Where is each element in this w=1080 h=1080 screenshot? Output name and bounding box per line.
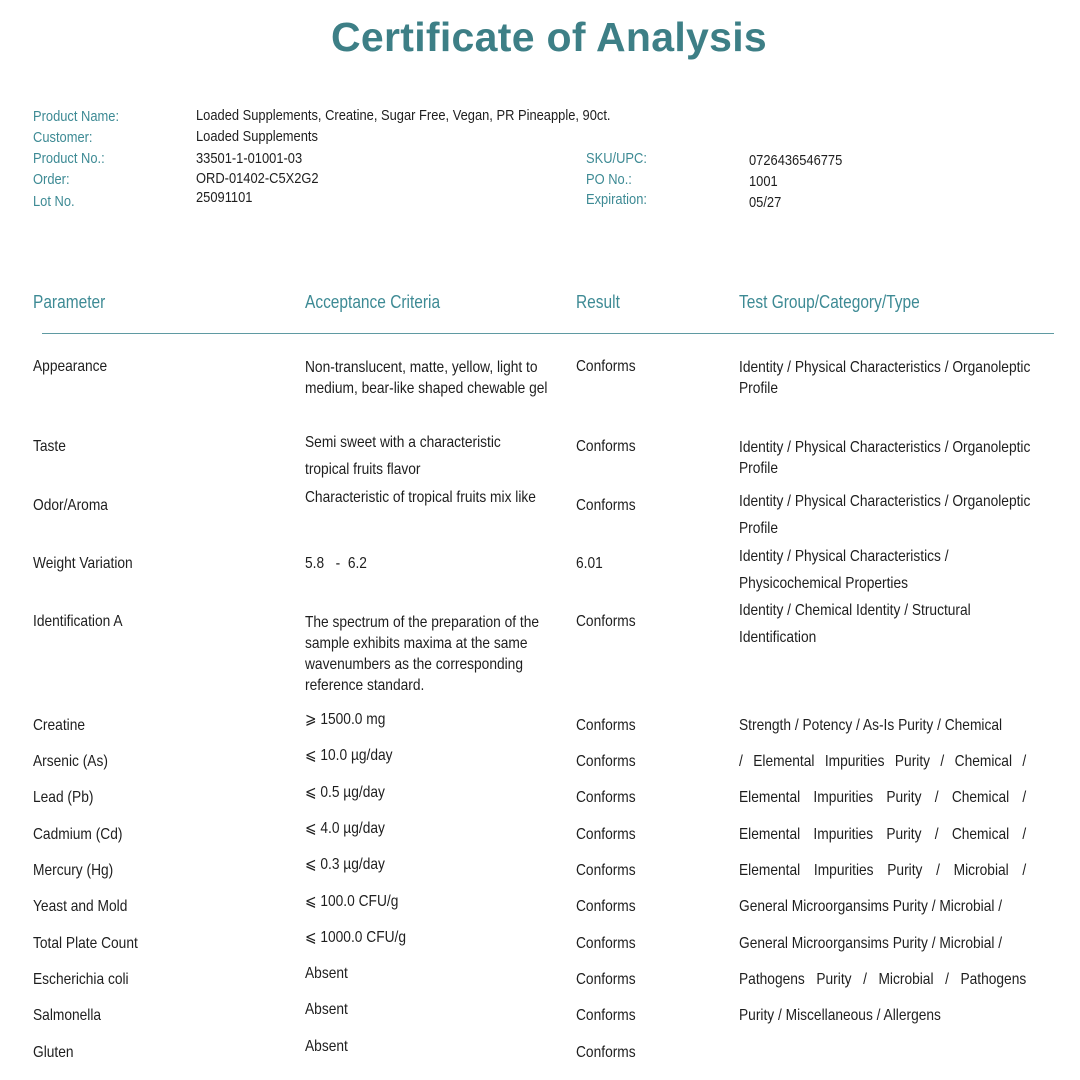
column-header-result: Result [576,292,620,312]
result-cell: Conforms [576,862,636,879]
category-cell: Identity / Physical Characteristics / Organoleptic Profile [739,493,1031,537]
lot-no-value: 25091101 [196,189,253,206]
criteria-cell: Non-translucent, matte, yellow, light to medium, bear-like shaped chewable gel [305,359,548,397]
criteria-cell: Characteristic of tropical fruits mix like [305,489,536,506]
parameter-cell: Lead (Pb) [33,789,94,806]
parameter-cell: Taste [33,438,66,455]
parameter-cell: Escherichia coli [33,971,129,988]
customer-value: Loaded Supplements [196,128,318,145]
category-cell: General Microorgansims Purity / Microbial / [739,898,1003,915]
result-cell: Conforms [576,1044,636,1061]
criteria-cell: Absent [305,1001,348,1018]
category-cell: Pathogens Purity / Microbial / Pathogens [739,971,1027,988]
result-cell: Conforms [576,613,636,630]
category-cell: General Microorgansims Purity / Microbial / [739,935,1003,952]
po-no-value: 1001 [749,173,778,190]
po-no-label: PO No.: [586,171,632,188]
result-cell: 6.01 [576,555,603,572]
parameter-cell: Appearance [33,358,108,375]
parameter-cell: Odor/Aroma [33,497,108,514]
product-name-value: Loaded Supplements, Creatine, Sugar Free, Vegan, PR Pineapple, 90ct. [196,107,611,124]
category-cell: Elemental Impurities Purity / Chemical / [739,826,1027,843]
criteria-cell: Absent [305,1038,348,1055]
result-cell: Conforms [576,971,636,988]
column-header-acceptance-criteria: Acceptance Criteria [305,292,441,312]
category-cell: Elemental Impurities Purity / Microbial / [739,862,1027,879]
lot-no-label: Lot No. [33,193,75,210]
criteria-cell: The spectrum of the preparation of the sample exhibits maxima at the same wavenumbers as the corresponding reference standard. [305,614,540,694]
parameter-cell: Arsenic (As) [33,753,108,770]
customer-label: Customer: [33,129,93,146]
parameter-cell: Gluten [33,1044,74,1061]
order-value: ORD-01402-C5X2G2 [196,170,319,187]
result-cell: Conforms [576,753,636,770]
column-header-test-group: Test Group/Category/Type [739,292,920,312]
criteria-cell: ⩾ 1500.0 mg [305,711,386,728]
criteria-cell: Absent [305,965,348,982]
criteria-cell: ⩽ 0.5 µg/day [305,784,385,801]
parameter-cell: Identification A [33,613,123,630]
order-label: Order: [33,171,70,188]
expiration-value: 05/27 [749,194,782,211]
parameter-cell: Cadmium (Cd) [33,826,123,843]
result-cell: Conforms [576,898,636,915]
result-cell: Conforms [576,438,636,455]
column-header-parameter: Parameter [33,292,106,312]
category-cell: Identity / Physical Characteristics / Organoleptic Profile [739,439,1031,477]
sku-upc-label: SKU/UPC: [586,150,647,167]
criteria-cell: ⩽ 1000.0 CFU/g [305,929,407,946]
parameter-cell: Salmonella [33,1007,102,1024]
parameter-cell: Weight Variation [33,555,133,572]
result-cell: Conforms [576,935,636,952]
category-cell: Identity / Physical Characteristics / Physicochemical Properties [739,548,949,592]
category-cell: Identity / Chemical Identity / Structural Identification [739,602,971,646]
category-cell: Elemental Impurities Purity / Chemical / [739,789,1027,806]
category-cell: Identity / Physical Characteristics / Organoleptic Profile [739,359,1031,397]
header-divider [42,333,1054,334]
criteria-cell: ⩽ 10.0 µg/day [305,747,393,764]
expiration-label: Expiration: [586,191,647,208]
sku-upc-value: 0726436546775 [749,152,843,169]
criteria-cell: ⩽ 0.3 µg/day [305,856,385,873]
parameter-cell: Creatine [33,717,86,734]
product-no-value: 33501-1-01001-03 [196,150,303,167]
category-cell: Strength / Potency / As-Is Purity / Chemical [739,717,1003,734]
category-cell: / Elemental Impurities Purity / Chemical / [739,753,1027,770]
category-cell: Purity / Miscellaneous / Allergens [739,1007,941,1024]
result-cell: Conforms [576,789,636,806]
result-cell: Conforms [576,826,636,843]
criteria-cell: ⩽ 4.0 µg/day [305,820,385,837]
criteria-cell: Semi sweet with a characteristic tropical fruits flavor [305,434,501,478]
page-title: Certificate of Analysis [330,14,768,60]
product-name-label: Product Name: [33,108,120,125]
parameter-cell: Mercury (Hg) [33,862,114,879]
parameter-cell: Total Plate Count [33,935,138,952]
result-cell: Conforms [576,717,636,734]
criteria-cell: 5.8 - 6.2 [305,555,367,572]
criteria-cell: ⩽ 100.0 CFU/g [305,893,399,910]
parameter-cell: Yeast and Mold [33,898,128,915]
result-cell: Conforms [576,1007,636,1024]
result-cell: Conforms [576,358,636,375]
result-cell: Conforms [576,497,636,514]
product-no-label: Product No.: [33,150,105,167]
